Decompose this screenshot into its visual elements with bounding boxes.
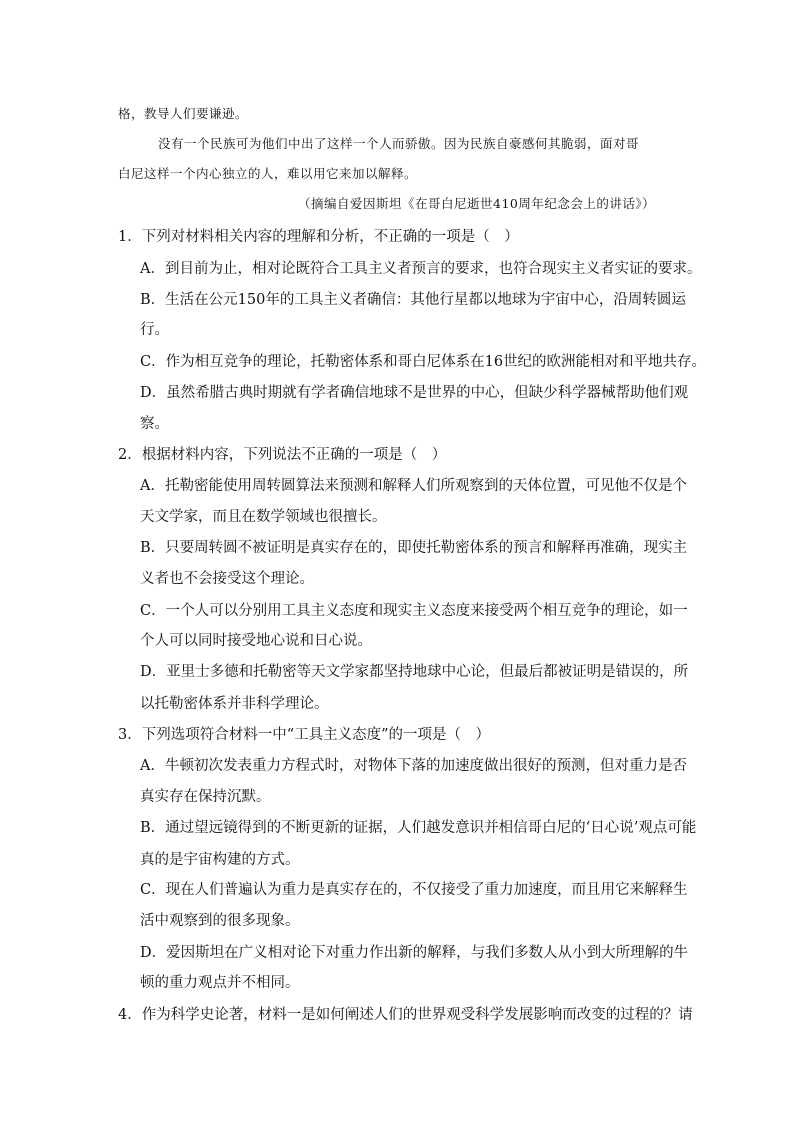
question-stem: 4．作为科学史论著，材料一是如何阐述人们的世界观受科学发展影响而改变的过程的？请 bbox=[118, 1007, 693, 1023]
option-text: 个人可以同时接受地心说和日心说。 bbox=[140, 633, 372, 649]
option-text: 天文学家，而且在数学领域也很擅长。 bbox=[140, 509, 387, 525]
option-text: D．亚里士多德和托勒密等天文学家都坚持地球中心论，但最后都被证明是错误的，所 bbox=[140, 664, 689, 680]
option-text: 顿的重力观点并不相同。 bbox=[140, 975, 300, 991]
question-stem: 1．下列对材料相关内容的理解和分析，不正确的一项是（ ） bbox=[118, 229, 519, 245]
option-text: C．作为相互竞争的理论，托勒密体系和哥白尼体系在16世纪的欧洲能相对和平地共存。 bbox=[140, 354, 707, 370]
passage-line: 白尼这样一个内心独立的人，难以用它来加以解释。 bbox=[118, 166, 418, 181]
question-stem: 3．下列选项符合材料一中“工具主义态度”的一项是（ ） bbox=[118, 727, 491, 743]
option-text: 活中观察到的很多现象。 bbox=[140, 913, 300, 929]
option-text: B．通过望远镜得到的不断更新的证据，人们越发意识并相信哥白尼的‘日心说’观点可能 bbox=[140, 820, 697, 836]
passage-source: （摘编自爱因斯坦《在哥白尼逝世410周年纪念会上的讲话》） bbox=[298, 196, 656, 211]
passage-line: 格，教导人们要谦逊。 bbox=[118, 106, 249, 121]
option-text: D．爱因斯坦在广义相对论下对重力作出新的解释，与我们多数人从小到大所理解的牛 bbox=[140, 945, 689, 961]
option-text: B．只要周转圆不被证明是真实存在的，即使托勒密体系的预言和解释再准确，现实主 bbox=[140, 540, 688, 556]
option-text: 真的是宇宙构建的方式。 bbox=[140, 852, 300, 868]
question-stem: 2．根据材料内容，下列说法不正确的一项是（ ） bbox=[118, 447, 447, 463]
option-text: A．到目前为止，相对论既符合工具主义者预言的要求，也符合现实主义者实证的要求。 bbox=[140, 261, 702, 277]
option-text: A．托勒密能使用周转圆算法来预测和解释人们所观察到的天体位置，可见他不仅是个 bbox=[140, 478, 687, 494]
option-text: A．牛顿初次发表重力方程式时，对物体下落的加速度做出很好的预测，但对重力是否 bbox=[140, 758, 687, 774]
option-text: D．虽然希腊古典时期就有学者确信地球不是世界的中心，但缺少科学器械帮助他们观 bbox=[140, 385, 689, 401]
option-text: C．一个人可以分别用工具主义态度和现实主义态度来接受两个相互竞争的理论，如一 bbox=[140, 603, 688, 619]
option-text: B．生活在公元150年的工具主义者确信：其他行星都以地球为宇宙中心，沿周转圆运 bbox=[140, 292, 686, 308]
passage-line: 没有一个民族可为他们中出了这样一个人而骄傲。因为民族自豪感何其脆弱，面对哥 bbox=[158, 136, 640, 151]
option-text: 察。 bbox=[140, 416, 169, 432]
option-text: 行。 bbox=[140, 322, 169, 338]
option-text: 以托勒密体系并非科学理论。 bbox=[140, 696, 329, 712]
option-text: C．现在人们普遍认为重力是真实存在的，不仅接受了重力加速度，而且用它来解释生 bbox=[140, 882, 688, 898]
option-text: 义者也不会接受这个理论。 bbox=[140, 571, 314, 587]
option-text: 真实存在保持沉默。 bbox=[140, 789, 271, 805]
